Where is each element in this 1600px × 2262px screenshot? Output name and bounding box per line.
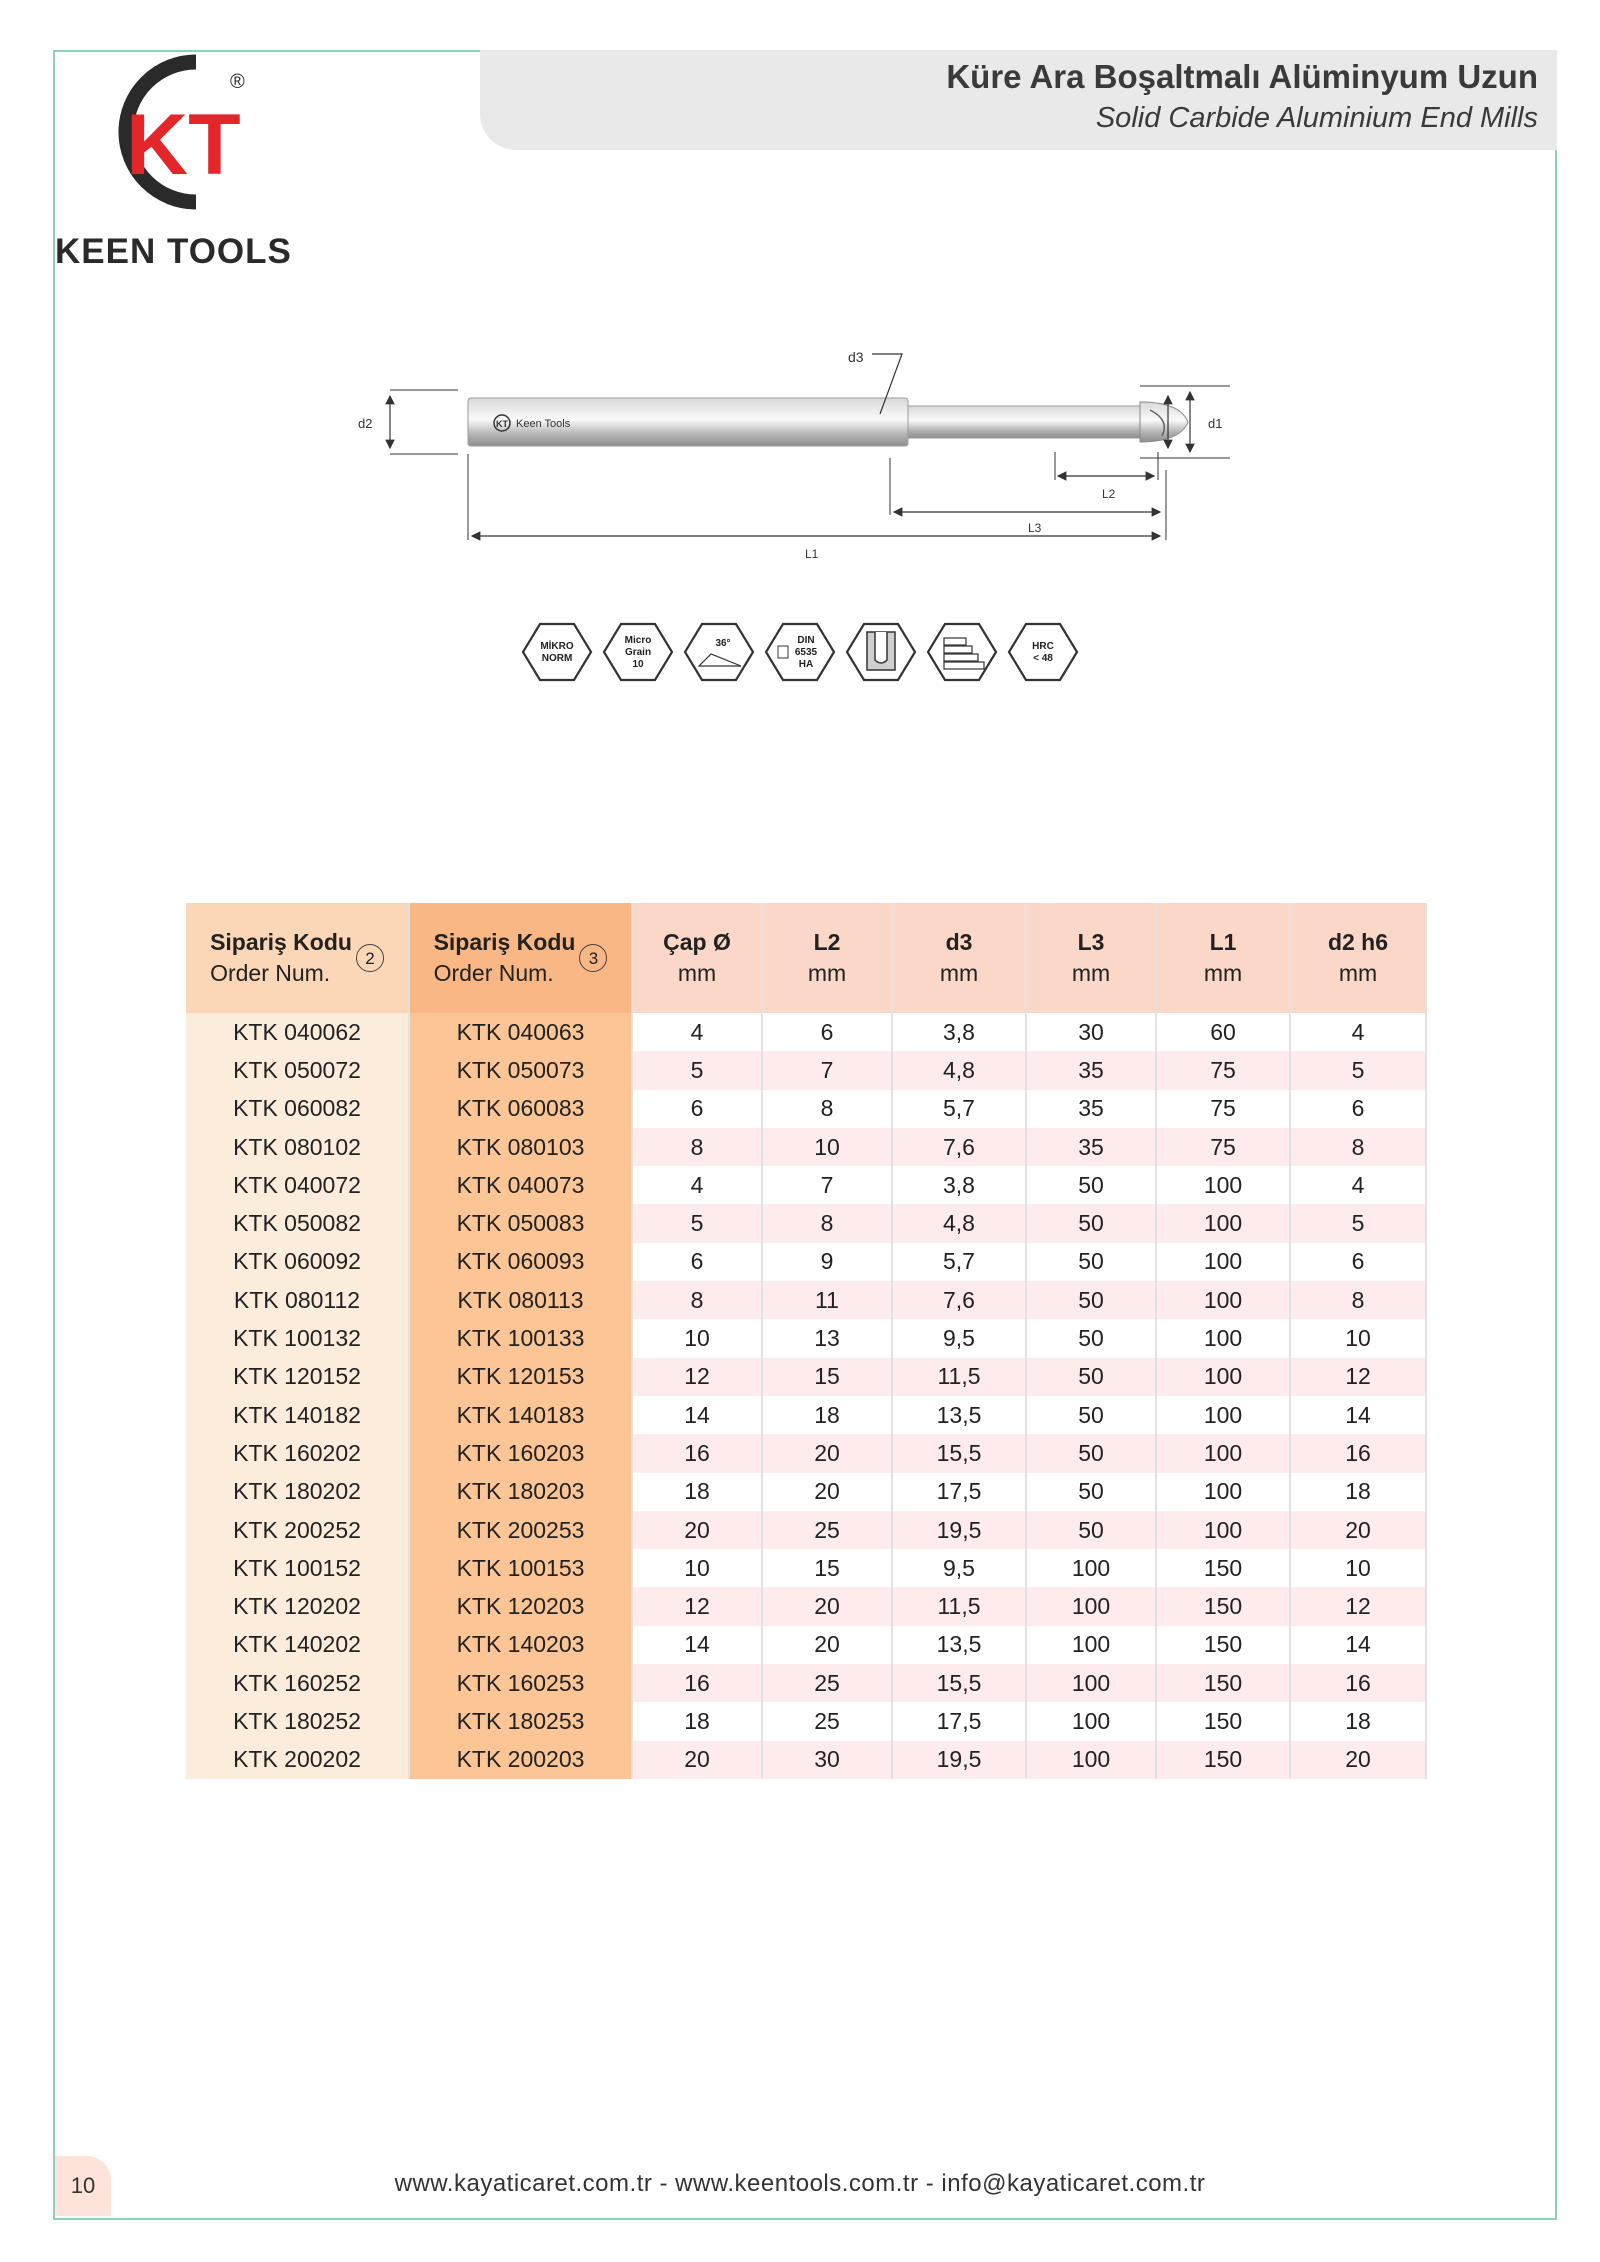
table-cell: 150 <box>1156 1587 1290 1625</box>
feature-text: NORM <box>541 653 573 664</box>
feature-text: 6535 <box>794 647 818 658</box>
table-cell: KTK 120203 <box>409 1587 632 1625</box>
table-cell: 10 <box>1290 1549 1426 1587</box>
table-cell: 100 <box>1156 1281 1290 1319</box>
table-row <box>186 1664 1426 1702</box>
table-cell: 17,5 <box>892 1702 1026 1740</box>
table-cell: 3,8 <box>892 1166 1026 1204</box>
shank-text: Keen Tools <box>516 418 571 430</box>
header-l1: L1 mm <box>1156 903 1290 1013</box>
table-cell: 5 <box>632 1204 762 1242</box>
table-cell: 15,5 <box>892 1664 1026 1702</box>
table-cell: 8 <box>632 1281 762 1319</box>
feature-text: MİKRO <box>540 641 574 652</box>
table-cell: 150 <box>1156 1702 1290 1740</box>
table-cell: KTK 100132 <box>186 1319 409 1357</box>
table-cell: 12 <box>632 1587 762 1625</box>
table-cell: 20 <box>1290 1511 1426 1549</box>
table-cell: 100 <box>1026 1549 1156 1587</box>
table-cell: 7 <box>762 1051 892 1089</box>
table-cell: 8 <box>762 1204 892 1242</box>
table-cell: KTK 100152 <box>186 1549 409 1587</box>
table-cell: KTK 120153 <box>409 1358 632 1396</box>
helix-angle-icon <box>685 624 753 680</box>
d1-label: d1 <box>1208 416 1223 431</box>
table-cell: KTK 050072 <box>186 1051 409 1089</box>
table-cell: 35 <box>1026 1051 1156 1089</box>
table-cell: 150 <box>1156 1664 1290 1702</box>
table-cell: 13,5 <box>892 1626 1026 1664</box>
table-cell: 150 <box>1156 1741 1290 1779</box>
table-cell: 100 <box>1156 1511 1290 1549</box>
table-cell: 50 <box>1026 1434 1156 1472</box>
table-cell: 8 <box>632 1128 762 1166</box>
table-cell: 8 <box>1290 1128 1426 1166</box>
table-cell: 15 <box>762 1549 892 1587</box>
table-row <box>186 1473 1426 1511</box>
table-cell: 150 <box>1156 1549 1290 1587</box>
table-cell: KTK 140183 <box>409 1396 632 1434</box>
d2-label: d2 <box>358 416 373 431</box>
table-cell: 100 <box>1026 1702 1156 1740</box>
table-row <box>186 1128 1426 1166</box>
table-cell: 4 <box>632 1166 762 1204</box>
table-cell: 10 <box>762 1128 892 1166</box>
table-cell: 16 <box>632 1434 762 1472</box>
table-cell: 12 <box>1290 1358 1426 1396</box>
table-cell: 5 <box>1290 1051 1426 1089</box>
table-cell: 4 <box>1290 1013 1426 1051</box>
feature-text: Micro <box>624 635 652 646</box>
registered-mark: ® <box>230 71 245 93</box>
feature-icons <box>520 615 1090 690</box>
table-row <box>186 1090 1426 1128</box>
table-cell: 16 <box>1290 1664 1426 1702</box>
table-cell: 7,6 <box>892 1281 1026 1319</box>
table-cell: 6 <box>1290 1243 1426 1281</box>
table-cell: 14 <box>632 1396 762 1434</box>
table-cell: 25 <box>762 1702 892 1740</box>
table-cell: 50 <box>1026 1358 1156 1396</box>
table-cell: KTK 160253 <box>409 1664 632 1702</box>
feature-text: < 48 <box>1033 653 1053 664</box>
table-cell: 20 <box>632 1511 762 1549</box>
page-title-tr: Küre Ara Boşaltmalı Alüminyum Uzun <box>946 58 1538 95</box>
table-cell: 25 <box>762 1664 892 1702</box>
table-cell: KTK 200202 <box>186 1741 409 1779</box>
table-cell: 6 <box>632 1090 762 1128</box>
l3-label: L3 <box>1028 521 1042 535</box>
end-mill-drawing <box>350 340 1250 600</box>
table-row <box>186 1319 1426 1357</box>
header-order-num-3: Sipariş Kodu Order Num. 3 <box>409 903 632 1013</box>
table-cell: 50 <box>1026 1511 1156 1549</box>
table-row <box>186 1626 1426 1664</box>
table-cell: 100 <box>1156 1358 1290 1396</box>
table-cell: KTK 060092 <box>186 1243 409 1281</box>
table-cell: 35 <box>1026 1090 1156 1128</box>
table-cell: 15,5 <box>892 1434 1026 1472</box>
d3-label: d3 <box>848 349 864 365</box>
table-cell: KTK 050083 <box>409 1204 632 1242</box>
table-cell: 14 <box>1290 1626 1426 1664</box>
tool-neck <box>908 406 1148 438</box>
feature-text: 36° <box>715 638 731 649</box>
table-cell: 7 <box>762 1166 892 1204</box>
table-cell: 16 <box>632 1664 762 1702</box>
feature-text: HA <box>798 659 814 670</box>
keen-tools-logo <box>78 52 278 232</box>
header-diameter: Çap Ø mm <box>632 903 762 1013</box>
table-cell: 9,5 <box>892 1319 1026 1357</box>
table-row <box>186 1051 1426 1089</box>
table-row <box>186 1243 1426 1281</box>
table-cell: 25 <box>762 1511 892 1549</box>
table-row <box>186 1741 1426 1779</box>
table-cell: KTK 050073 <box>409 1051 632 1089</box>
table-cell: 8 <box>762 1090 892 1128</box>
shank-logo-text: KT <box>496 419 508 429</box>
feature-text: HRC <box>1032 641 1054 652</box>
table-row <box>186 1434 1426 1472</box>
table-cell: KTK 080102 <box>186 1128 409 1166</box>
table-cell: 18 <box>762 1396 892 1434</box>
header-d2-h6: d2 h6 mm <box>1290 903 1426 1013</box>
table-cell: 5,7 <box>892 1090 1026 1128</box>
table-cell: KTK 140202 <box>186 1626 409 1664</box>
l1-label: L1 <box>805 547 819 561</box>
table-cell: KTK 040072 <box>186 1166 409 1204</box>
table-cell: 8 <box>1290 1281 1426 1319</box>
table-cell: KTK 160203 <box>409 1434 632 1472</box>
micro-grain-icon <box>604 624 672 680</box>
table-cell: KTK 200253 <box>409 1511 632 1549</box>
table-row <box>186 1358 1426 1396</box>
table-cell: 100 <box>1156 1243 1290 1281</box>
table-row <box>186 1511 1426 1549</box>
table-cell: 20 <box>632 1741 762 1779</box>
table-cell: 5 <box>632 1051 762 1089</box>
table-cell: KTK 140182 <box>186 1396 409 1434</box>
table-cell: 10 <box>632 1319 762 1357</box>
table-cell: 12 <box>632 1358 762 1396</box>
table-cell: 12 <box>1290 1587 1426 1625</box>
spec-table <box>186 903 1427 1779</box>
page-number: 10 <box>55 2156 111 2216</box>
feature-text: 10 <box>632 659 644 670</box>
table-cell: KTK 060082 <box>186 1090 409 1128</box>
table-row <box>186 1702 1426 1740</box>
table-cell: 15 <box>762 1358 892 1396</box>
table-cell: 60 <box>1156 1013 1290 1051</box>
table-cell: KTK 040073 <box>409 1166 632 1204</box>
header-l2: L2 mm <box>762 903 892 1013</box>
table-cell: 50 <box>1026 1166 1156 1204</box>
mikro-norm-icon <box>523 624 591 680</box>
table-cell: 11 <box>762 1281 892 1319</box>
header-d3: d3 mm <box>892 903 1026 1013</box>
table-cell: 30 <box>762 1741 892 1779</box>
table-cell: KTK 060083 <box>409 1090 632 1128</box>
table-cell: KTK 180203 <box>409 1473 632 1511</box>
table-cell: KTK 040062 <box>186 1013 409 1051</box>
table-cell: 11,5 <box>892 1358 1026 1396</box>
badge-3: 3 <box>579 944 607 972</box>
table-cell: 16 <box>1290 1434 1426 1472</box>
table-cell: 75 <box>1156 1128 1290 1166</box>
table-cell: 50 <box>1026 1319 1156 1357</box>
table-cell: KTK 060093 <box>409 1243 632 1281</box>
table-cell: 14 <box>1290 1396 1426 1434</box>
table-cell: 20 <box>762 1587 892 1625</box>
table-cell: 9,5 <box>892 1549 1026 1587</box>
table-cell: 100 <box>1156 1434 1290 1472</box>
table-cell: 75 <box>1156 1051 1290 1089</box>
table-cell: 75 <box>1156 1090 1290 1128</box>
table-cell: 18 <box>1290 1473 1426 1511</box>
table-row <box>186 1281 1426 1319</box>
table-cell: 13,5 <box>892 1396 1026 1434</box>
table-cell: 100 <box>1156 1473 1290 1511</box>
table-cell: 100 <box>1156 1204 1290 1242</box>
table-cell: 19,5 <box>892 1511 1026 1549</box>
l2-label: L2 <box>1102 487 1116 501</box>
table-cell: 5 <box>1290 1204 1426 1242</box>
table-cell: 6 <box>762 1013 892 1051</box>
header-l3: L3 mm <box>1026 903 1156 1013</box>
table-cell: KTK 080112 <box>186 1281 409 1319</box>
table-cell: 20 <box>762 1473 892 1511</box>
table-cell: 5,7 <box>892 1243 1026 1281</box>
table-cell: 6 <box>1290 1090 1426 1128</box>
table-row <box>186 1204 1426 1242</box>
table-row <box>186 1396 1426 1434</box>
table-cell: 20 <box>762 1626 892 1664</box>
table-cell: KTK 080113 <box>409 1281 632 1319</box>
table-cell: KTK 160252 <box>186 1664 409 1702</box>
table-cell: 50 <box>1026 1396 1156 1434</box>
table-cell: 10 <box>1290 1319 1426 1357</box>
table-cell: 50 <box>1026 1281 1156 1319</box>
feature-text: Grain <box>624 647 652 658</box>
table-row <box>186 1549 1426 1587</box>
table-cell: KTK 200252 <box>186 1511 409 1549</box>
table-cell: 11,5 <box>892 1587 1026 1625</box>
table-cell: 100 <box>1026 1626 1156 1664</box>
table-row <box>186 1587 1426 1625</box>
table-cell: 4,8 <box>892 1051 1026 1089</box>
header-order-num-2: Sipariş Kodu Order Num. 2 <box>186 903 409 1013</box>
table-cell: KTK 140203 <box>409 1626 632 1664</box>
badge-2: 2 <box>356 944 384 972</box>
table-cell: KTK 180202 <box>186 1473 409 1511</box>
table-cell: 100 <box>1156 1166 1290 1204</box>
layer-icon <box>928 624 996 680</box>
table-cell: KTK 100153 <box>409 1549 632 1587</box>
table-cell: 100 <box>1026 1664 1156 1702</box>
table-cell: KTK 200203 <box>409 1741 632 1779</box>
footer-contact: www.kayaticaret.com.tr - www.keentools.com.tr - info@kayaticaret.com.tr <box>394 2170 1206 2197</box>
table-cell: KTK 100133 <box>409 1319 632 1357</box>
table-cell: 19,5 <box>892 1741 1026 1779</box>
table-cell: 18 <box>1290 1702 1426 1740</box>
table-cell: 50 <box>1026 1243 1156 1281</box>
table-cell: KTK 160202 <box>186 1434 409 1472</box>
table-row <box>186 1166 1426 1204</box>
table-cell: 7,6 <box>892 1128 1026 1166</box>
table-header-row <box>186 903 1426 1013</box>
table-cell: 100 <box>1026 1587 1156 1625</box>
logo-letters: KT <box>126 97 241 193</box>
din-6535-icon <box>766 624 834 680</box>
table-cell: 18 <box>632 1473 762 1511</box>
table-cell: 20 <box>762 1434 892 1472</box>
table-cell: 17,5 <box>892 1473 1026 1511</box>
table-cell: 10 <box>632 1549 762 1587</box>
brand-name: KEEN TOOLS <box>55 232 292 271</box>
table-cell: 30 <box>1026 1013 1156 1051</box>
table-cell: 6 <box>632 1243 762 1281</box>
feature-text: DIN <box>797 635 815 646</box>
table-cell: 13 <box>762 1319 892 1357</box>
table-cell: 3,8 <box>892 1013 1026 1051</box>
table-cell: KTK 040063 <box>409 1013 632 1051</box>
table-cell: 100 <box>1156 1319 1290 1357</box>
table-row <box>186 1013 1426 1051</box>
table-cell: 100 <box>1156 1396 1290 1434</box>
table-cell: 4,8 <box>892 1204 1026 1242</box>
table-cell: KTK 050082 <box>186 1204 409 1242</box>
table-cell: KTK 180253 <box>409 1702 632 1740</box>
table-cell: 20 <box>1290 1741 1426 1779</box>
table-cell: KTK 180252 <box>186 1702 409 1740</box>
table-cell: 18 <box>632 1702 762 1740</box>
table-cell: KTK 120202 <box>186 1587 409 1625</box>
table-cell: KTK 120152 <box>186 1358 409 1396</box>
hrc-icon <box>1009 624 1077 680</box>
table-cell: KTK 080103 <box>409 1128 632 1166</box>
table-cell: 14 <box>632 1626 762 1664</box>
table-cell: 35 <box>1026 1128 1156 1166</box>
table-cell: 50 <box>1026 1473 1156 1511</box>
table-cell: 4 <box>632 1013 762 1051</box>
page-title-en: Solid Carbide Aluminium End Mills <box>1095 102 1538 134</box>
table-cell: 150 <box>1156 1626 1290 1664</box>
table-cell: 4 <box>1290 1166 1426 1204</box>
table-cell: 100 <box>1026 1741 1156 1779</box>
table-cell: 9 <box>762 1243 892 1281</box>
slot-icon <box>847 624 915 680</box>
table-cell: 50 <box>1026 1204 1156 1242</box>
